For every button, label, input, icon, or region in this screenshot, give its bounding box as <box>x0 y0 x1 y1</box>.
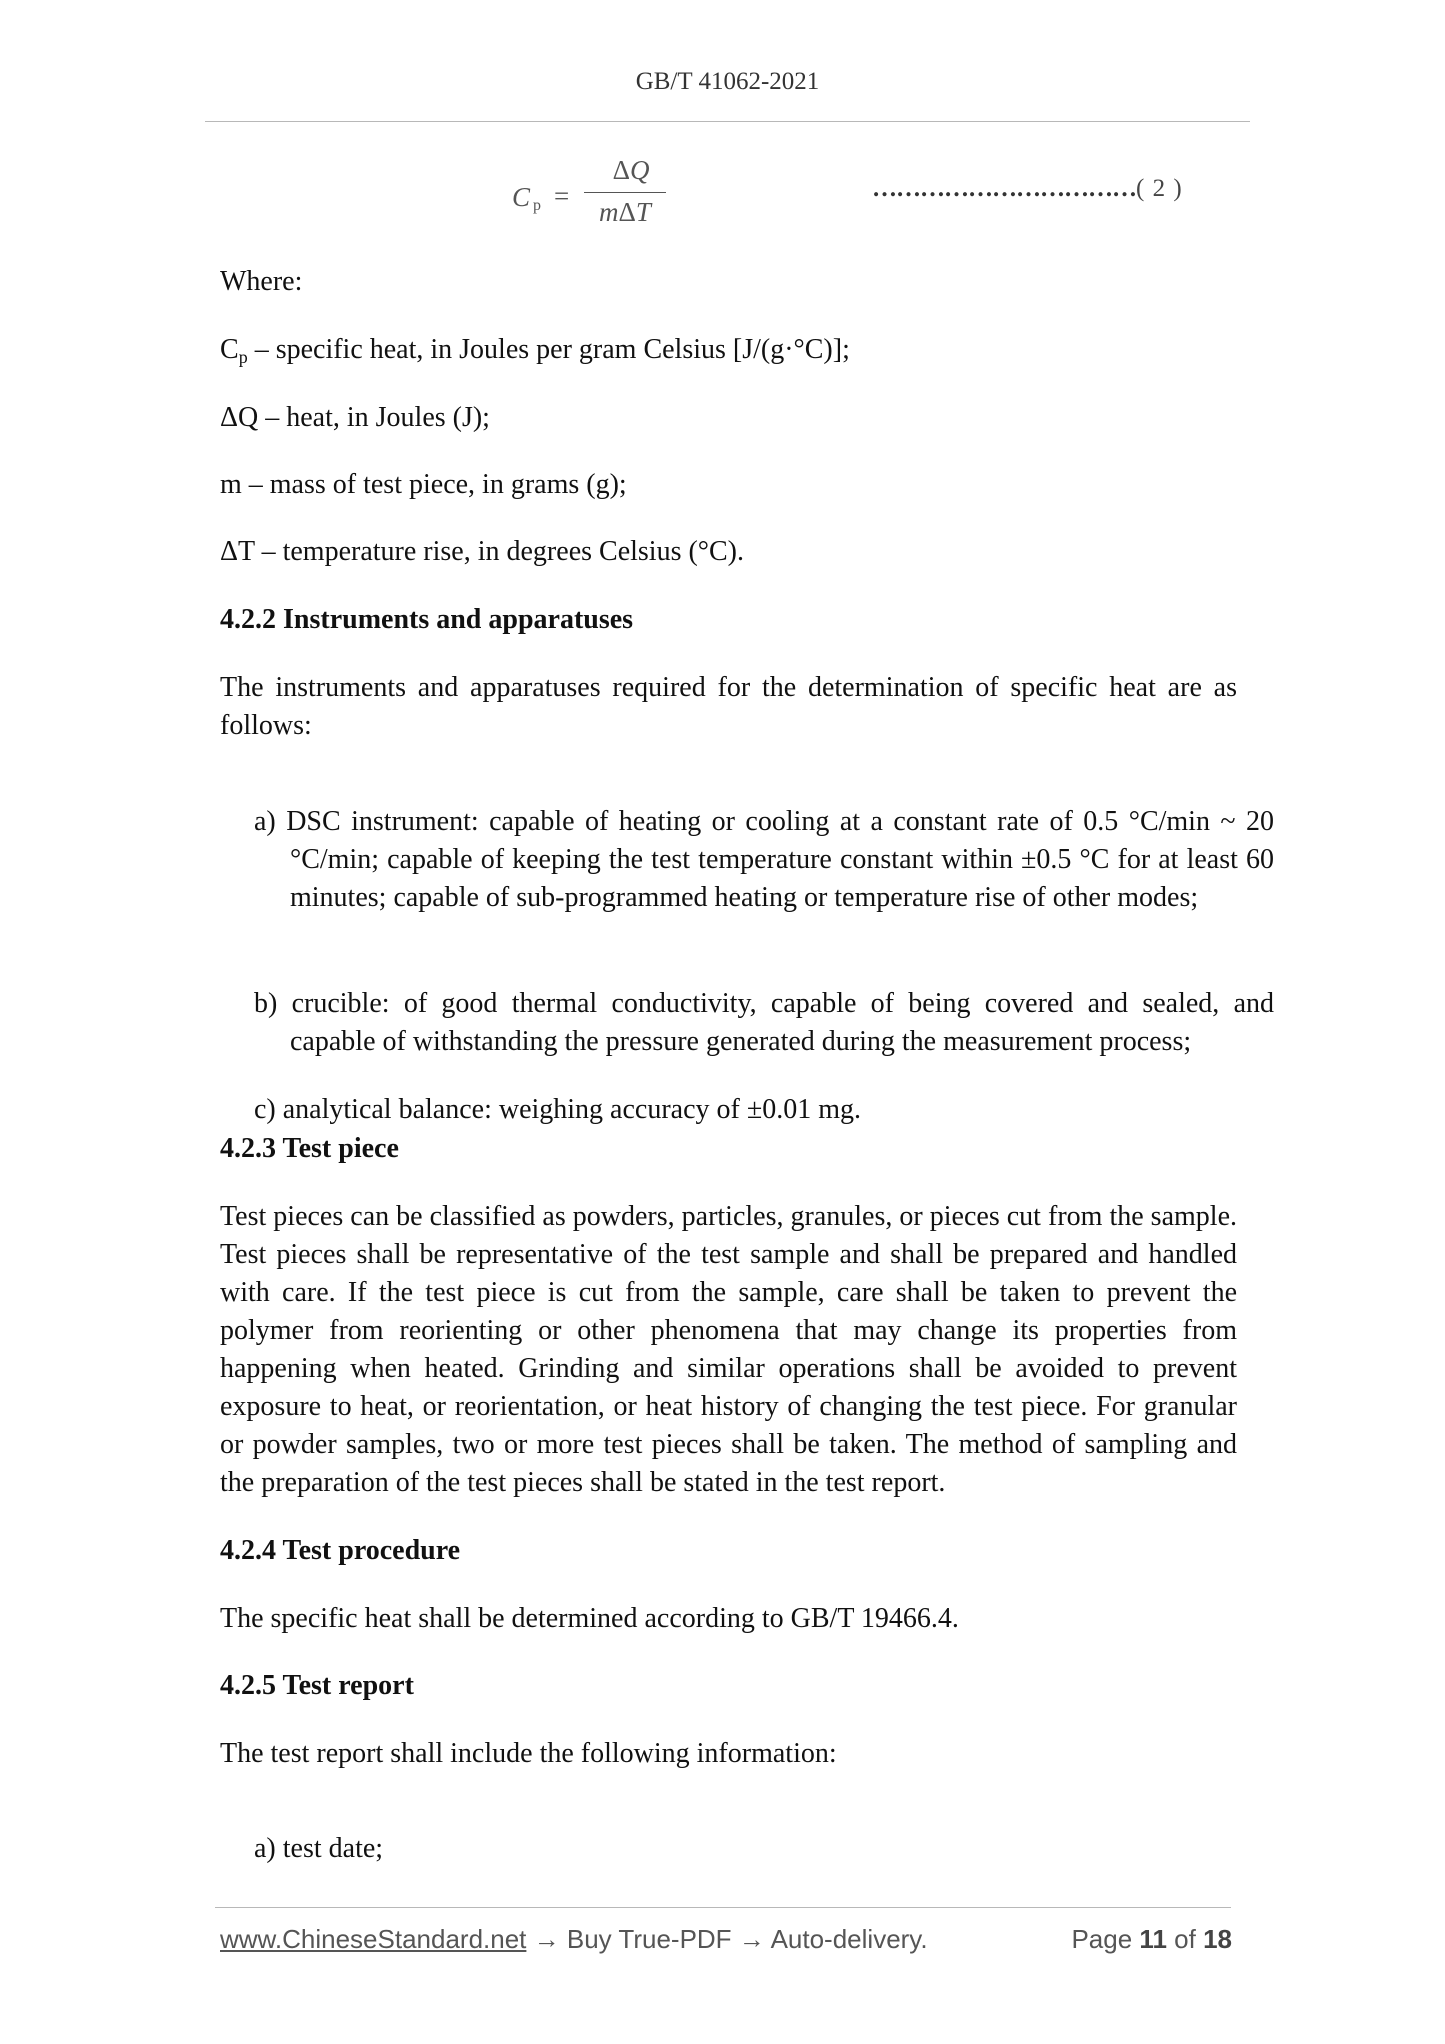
definition-t: ΔT – temperature rise, in degrees Celsius (°C). <box>220 536 744 567</box>
paragraph-4-2-4: The specific heat shall be determined according to GB/T 19466.4. <box>220 1603 959 1634</box>
definition-q: ΔQ – heat, in Joules (J); <box>220 402 490 433</box>
section-heading-4-2-5: 4.2.5 Test report <box>220 1670 414 1701</box>
definition-m: m – mass of test piece, in grams (g); <box>220 469 627 500</box>
formula-lhs: C $_p$ <box>512 182 542 214</box>
page-header-title: GB/T 41062-2021 <box>635 68 820 95</box>
paragraph-4-2-2: The instruments and apparatuses required for the determination of specific heat are as follows: <box>220 672 1237 741</box>
header-divider <box>205 121 1250 122</box>
paragraph-4-2-3: Test pieces can be classified as powders, particles, granules, or pieces cut from the sample. Test pieces shall be representative of the test sample and shall be prepared and handled with care. If the test piece is cut from the sample, care shall be taken to prevent the polymer from reorienting or other phenomena that may change its properties from happening when heated. Grinding and similar operations shall be avoided to prevent exposure to heat, or reorientation, or heat history of changing the test piece. For granular or powder samples, two or more test pieces shall be taken. The method of sampling and the preparation of the test pieces shall be stated in the test report. <box>220 1201 1237 1498</box>
paragraph-4-2-5: The test report shall include the following information: <box>220 1738 837 1769</box>
list-item-b: b) crucible: of good thermal conductivity, capable of being covered and sealed, and capable of withstanding the pressure generated during the measurement process; <box>254 988 1274 1057</box>
list-item-c: c) analytical balance: weighing accuracy of ±0.01 mg. <box>254 1094 861 1125</box>
section-heading-4-2-4: 4.2.4 Test procedure <box>220 1535 461 1566</box>
equation-number: ……………………………( 2 ) <box>872 175 1183 202</box>
footer-site-link[interactable]: www.ChineseStandard.net <box>220 1924 527 1954</box>
list-item-a: a) DSC instrument: capable of heating or cooling at a constant rate of 0.5 °C/min ~ 20 °C/min; capable of keeping the test temperature constant within ±0.5 °C for at least 60 minutes; capable of sub-programmed heating or temperature rise of other modes; <box>254 806 1274 913</box>
formula-numerator: ΔQ <box>612 155 650 185</box>
footer-divider <box>215 1907 1231 1908</box>
formula-denominator: mΔT <box>599 197 651 227</box>
page-counter: Page 11 of 18 <box>1071 1924 1232 1954</box>
page-footer <box>220 1924 1232 1955</box>
report-item-a: a) test date; <box>254 1833 384 1864</box>
section-heading-4-2-3: 4.2.3 Test piece <box>220 1133 399 1164</box>
formula-fraction-bar <box>584 192 666 193</box>
formula-equals: = <box>554 181 570 211</box>
definition-cp: Cp – specific heat, in Joules per gram Celsius [J/(g·°C)]; <box>220 334 850 367</box>
section-heading-4-2-2: 4.2.2 Instruments and apparatuses <box>220 604 634 635</box>
where-label: Where: <box>220 266 303 297</box>
footer-promo-text: → Buy True-PDF → Auto-delivery. <box>526 1924 928 1954</box>
